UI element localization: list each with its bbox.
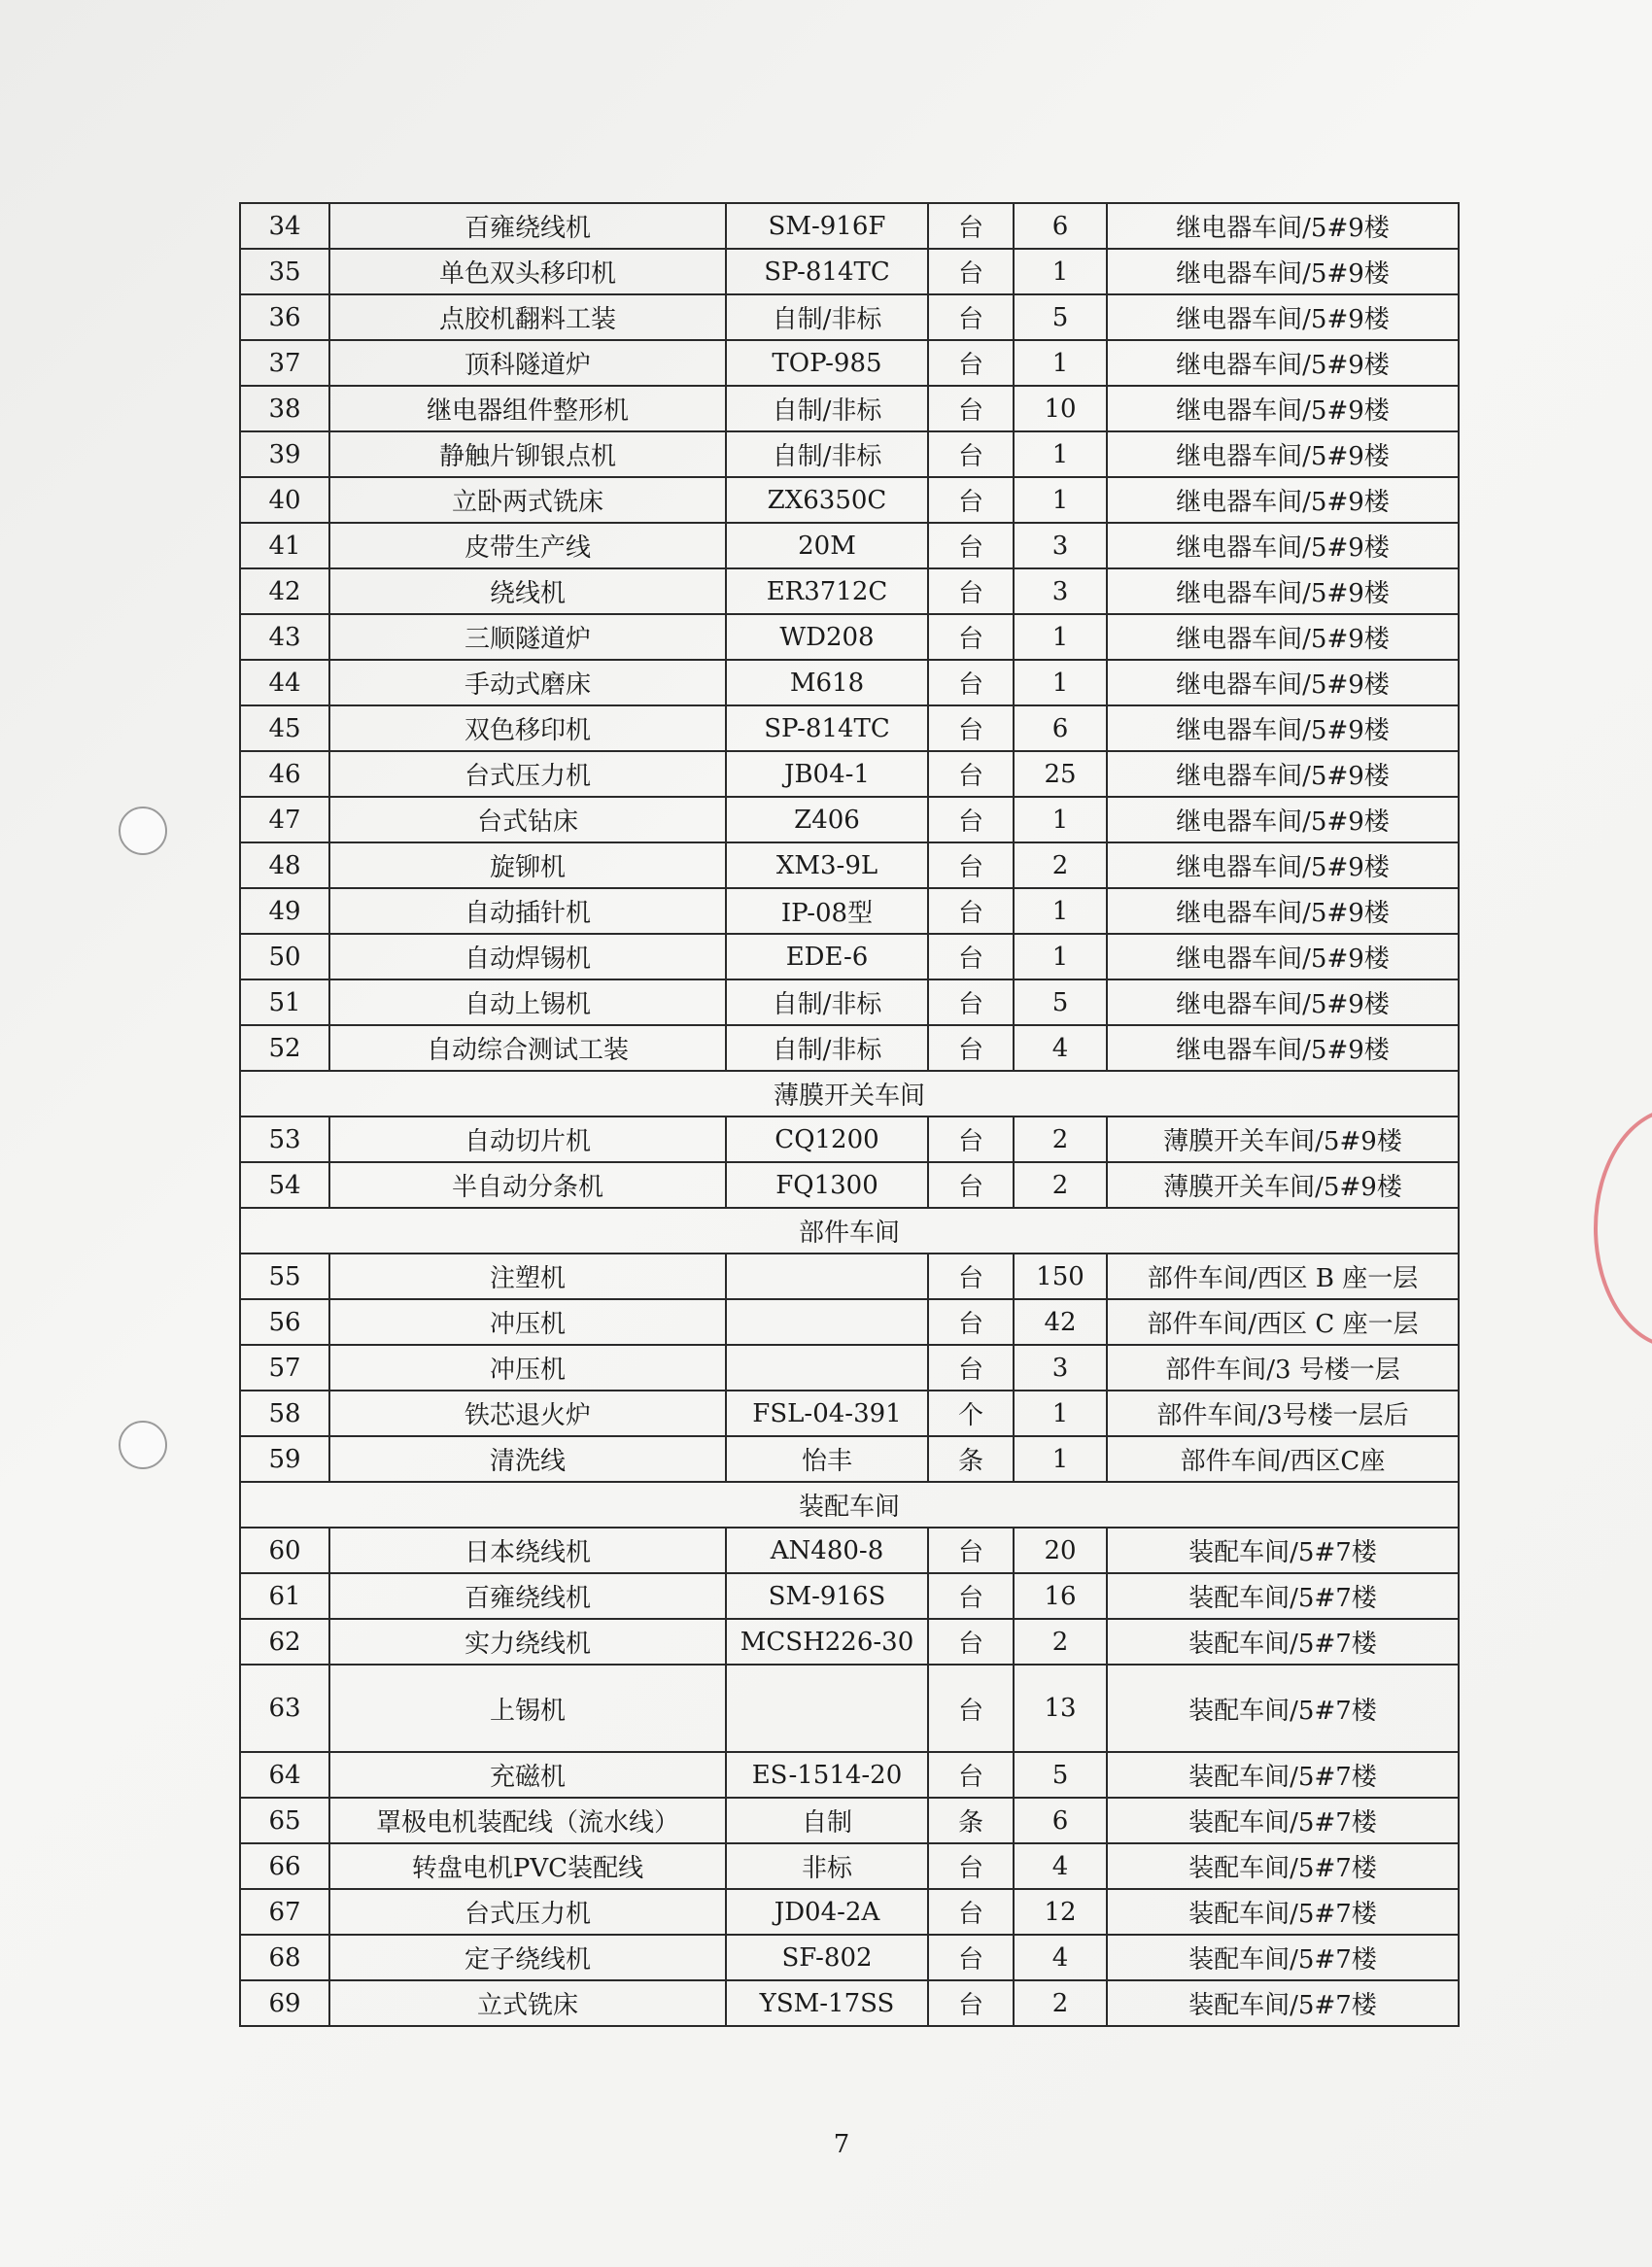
equipment-name: 定子绕线机	[329, 1935, 726, 1980]
unit: 台	[928, 431, 1014, 477]
location: 继电器车间/5#9楼	[1107, 979, 1459, 1025]
equipment-model: 自制/非标	[726, 979, 928, 1025]
location: 部件车间/西区C座	[1107, 1436, 1459, 1482]
equipment-name: 铁芯退火炉	[329, 1391, 726, 1436]
location: 装配车间/5#7楼	[1107, 1935, 1459, 1980]
equipment-name: 罩极电机装配线（流水线）	[329, 1798, 726, 1843]
row-number: 53	[240, 1116, 329, 1162]
unit: 台	[928, 340, 1014, 386]
table-row	[240, 1025, 1459, 1071]
quantity: 5	[1014, 979, 1107, 1025]
row-number: 67	[240, 1889, 329, 1935]
row-number: 59	[240, 1436, 329, 1482]
location: 继电器车间/5#9楼	[1107, 477, 1459, 523]
table-row	[240, 660, 1459, 705]
quantity: 3	[1014, 523, 1107, 568]
unit: 台	[928, 386, 1014, 431]
section-title: 部件车间	[240, 1208, 1459, 1254]
table-body	[240, 203, 1459, 2026]
equipment-name: 自动切片机	[329, 1116, 726, 1162]
equipment-name: 台式钻床	[329, 797, 726, 842]
quantity: 1	[1014, 431, 1107, 477]
location: 装配车间/5#7楼	[1107, 1752, 1459, 1798]
equipment-name: 充磁机	[329, 1752, 726, 1798]
row-number: 54	[240, 1162, 329, 1208]
equipment-name: 自动综合测试工装	[329, 1025, 726, 1071]
equipment-name: 双色移印机	[329, 705, 726, 751]
equipment-name: 转盘电机PVC装配线	[329, 1843, 726, 1889]
equipment-name: 继电器组件整形机	[329, 386, 726, 431]
page-number: 7	[833, 2130, 850, 2159]
location: 继电器车间/5#9楼	[1107, 249, 1459, 294]
equipment-model: FQ1300	[726, 1162, 928, 1208]
quantity: 1	[1014, 934, 1107, 979]
equipment-model: 自制/非标	[726, 1025, 928, 1071]
equipment-model: 自制/非标	[726, 431, 928, 477]
unit: 台	[928, 568, 1014, 614]
row-number: 60	[240, 1528, 329, 1573]
quantity: 1	[1014, 888, 1107, 934]
equipment-name: 百雍绕线机	[329, 203, 726, 249]
equipment-model: MCSH226-30	[726, 1619, 928, 1665]
unit: 台	[928, 660, 1014, 705]
table-row	[240, 1116, 1459, 1162]
table-row	[240, 934, 1459, 979]
unit: 台	[928, 203, 1014, 249]
unit: 台	[928, 842, 1014, 888]
table-row	[240, 1619, 1459, 1665]
quantity: 2	[1014, 1116, 1107, 1162]
equipment-name: 清洗线	[329, 1436, 726, 1482]
unit: 台	[928, 1935, 1014, 1980]
unit: 台	[928, 1025, 1014, 1071]
equipment-model: EDE-6	[726, 934, 928, 979]
table-row	[240, 1391, 1459, 1436]
row-number: 43	[240, 614, 329, 660]
table-row	[240, 1935, 1459, 1980]
quantity: 3	[1014, 568, 1107, 614]
equipment-model: FSL-04-391	[726, 1391, 928, 1436]
section-title: 薄膜开关车间	[240, 1071, 1459, 1116]
row-number: 58	[240, 1391, 329, 1436]
quantity: 1	[1014, 660, 1107, 705]
equipment-model: JD04-2A	[726, 1889, 928, 1935]
row-number: 38	[240, 386, 329, 431]
quantity: 42	[1014, 1299, 1107, 1345]
equipment-table	[239, 202, 1460, 2027]
unit: 台	[928, 705, 1014, 751]
row-number: 56	[240, 1299, 329, 1345]
unit: 台	[928, 797, 1014, 842]
table-row	[240, 614, 1459, 660]
location: 继电器车间/5#9楼	[1107, 1025, 1459, 1071]
table-row	[240, 888, 1459, 934]
quantity: 1	[1014, 1436, 1107, 1482]
unit: 个	[928, 1391, 1014, 1436]
location: 部件车间/3 号楼一层	[1107, 1345, 1459, 1391]
location: 装配车间/5#7楼	[1107, 1798, 1459, 1843]
equipment-model	[726, 1299, 928, 1345]
row-number: 66	[240, 1843, 329, 1889]
equipment-name: 台式压力机	[329, 1889, 726, 1935]
table-row	[240, 431, 1459, 477]
equipment-model: IP-08型	[726, 888, 928, 934]
quantity: 1	[1014, 340, 1107, 386]
row-number: 49	[240, 888, 329, 934]
quantity: 2	[1014, 1162, 1107, 1208]
location: 装配车间/5#7楼	[1107, 1889, 1459, 1935]
unit: 台	[928, 523, 1014, 568]
row-number: 61	[240, 1573, 329, 1619]
unit: 台	[928, 1619, 1014, 1665]
table-row	[240, 386, 1459, 431]
equipment-model: YSM-17SS	[726, 1980, 928, 2026]
unit: 台	[928, 1528, 1014, 1573]
equipment-name: 点胶机翻料工装	[329, 294, 726, 340]
location: 继电器车间/5#9楼	[1107, 431, 1459, 477]
quantity: 20	[1014, 1528, 1107, 1573]
row-number: 55	[240, 1254, 329, 1299]
equipment-model: 怡丰	[726, 1436, 928, 1482]
quantity: 3	[1014, 1345, 1107, 1391]
row-number: 63	[240, 1665, 329, 1752]
equipment-model: WD208	[726, 614, 928, 660]
unit: 台	[928, 1116, 1014, 1162]
quantity: 1	[1014, 477, 1107, 523]
location: 薄膜开关车间/5#9楼	[1107, 1162, 1459, 1208]
row-number: 57	[240, 1345, 329, 1391]
equipment-name: 自动插针机	[329, 888, 726, 934]
section-header-row	[240, 1071, 1459, 1116]
quantity: 150	[1014, 1254, 1107, 1299]
quantity: 25	[1014, 751, 1107, 797]
location: 装配车间/5#7楼	[1107, 1573, 1459, 1619]
equipment-name: 旋铆机	[329, 842, 726, 888]
equipment-name: 冲压机	[329, 1299, 726, 1345]
table-row	[240, 797, 1459, 842]
quantity: 13	[1014, 1665, 1107, 1752]
table-row	[240, 1436, 1459, 1482]
row-number: 62	[240, 1619, 329, 1665]
equipment-model: 20M	[726, 523, 928, 568]
equipment-name: 上锡机	[329, 1665, 726, 1752]
quantity: 1	[1014, 797, 1107, 842]
row-number: 69	[240, 1980, 329, 2026]
unit: 台	[928, 1843, 1014, 1889]
unit: 台	[928, 751, 1014, 797]
equipment-model: SF-802	[726, 1935, 928, 1980]
location: 继电器车间/5#9楼	[1107, 568, 1459, 614]
equipment-name: 注塑机	[329, 1254, 726, 1299]
quantity: 1	[1014, 1391, 1107, 1436]
quantity: 6	[1014, 203, 1107, 249]
equipment-model: JB04-1	[726, 751, 928, 797]
equipment-name: 静触片铆银点机	[329, 431, 726, 477]
equipment-model: 自制/非标	[726, 294, 928, 340]
equipment-model: SM-916S	[726, 1573, 928, 1619]
equipment-name: 绕线机	[329, 568, 726, 614]
table-row	[240, 1573, 1459, 1619]
location: 部件车间/西区 C 座一层	[1107, 1299, 1459, 1345]
section-header-row	[240, 1482, 1459, 1528]
unit: 条	[928, 1436, 1014, 1482]
row-number: 47	[240, 797, 329, 842]
equipment-name: 半自动分条机	[329, 1162, 726, 1208]
unit: 台	[928, 1254, 1014, 1299]
location: 装配车间/5#7楼	[1107, 1528, 1459, 1573]
unit: 台	[928, 477, 1014, 523]
row-number: 51	[240, 979, 329, 1025]
row-number: 64	[240, 1752, 329, 1798]
equipment-model: 自制/非标	[726, 386, 928, 431]
row-number: 35	[240, 249, 329, 294]
table-row	[240, 751, 1459, 797]
unit: 台	[928, 888, 1014, 934]
row-number: 52	[240, 1025, 329, 1071]
location: 继电器车间/5#9楼	[1107, 386, 1459, 431]
table-row	[240, 1752, 1459, 1798]
location: 继电器车间/5#9楼	[1107, 340, 1459, 386]
equipment-name: 单色双头移印机	[329, 249, 726, 294]
location: 装配车间/5#7楼	[1107, 1619, 1459, 1665]
section-title: 装配车间	[240, 1482, 1459, 1528]
table-row	[240, 1980, 1459, 2026]
quantity: 2	[1014, 1619, 1107, 1665]
location: 装配车间/5#7楼	[1107, 1665, 1459, 1752]
quantity: 16	[1014, 1573, 1107, 1619]
equipment-model: 自制	[726, 1798, 928, 1843]
quantity: 5	[1014, 1752, 1107, 1798]
equipment-name: 三顺隧道炉	[329, 614, 726, 660]
table-row	[240, 979, 1459, 1025]
row-number: 41	[240, 523, 329, 568]
equipment-model: ES-1514-20	[726, 1752, 928, 1798]
table-row	[240, 1889, 1459, 1935]
location: 继电器车间/5#9楼	[1107, 842, 1459, 888]
table-row	[240, 523, 1459, 568]
row-number: 36	[240, 294, 329, 340]
table-row	[240, 294, 1459, 340]
equipment-name: 冲压机	[329, 1345, 726, 1391]
quantity: 1	[1014, 249, 1107, 294]
location: 继电器车间/5#9楼	[1107, 751, 1459, 797]
table-row	[240, 1798, 1459, 1843]
quantity: 12	[1014, 1889, 1107, 1935]
equipment-model: SP-814TC	[726, 249, 928, 294]
row-number: 65	[240, 1798, 329, 1843]
equipment-name: 立卧两式铣床	[329, 477, 726, 523]
row-number: 48	[240, 842, 329, 888]
equipment-model: SP-814TC	[726, 705, 928, 751]
equipment-model: CQ1200	[726, 1116, 928, 1162]
location: 继电器车间/5#9楼	[1107, 614, 1459, 660]
equipment-model	[726, 1665, 928, 1752]
location: 薄膜开关车间/5#9楼	[1107, 1116, 1459, 1162]
row-number: 44	[240, 660, 329, 705]
unit: 台	[928, 1573, 1014, 1619]
quantity: 10	[1014, 386, 1107, 431]
table-row	[240, 249, 1459, 294]
row-number: 39	[240, 431, 329, 477]
equipment-model: TOP-985	[726, 340, 928, 386]
table-row	[240, 1345, 1459, 1391]
quantity: 6	[1014, 1798, 1107, 1843]
quantity: 6	[1014, 705, 1107, 751]
quantity: 1	[1014, 614, 1107, 660]
location: 继电器车间/5#9楼	[1107, 523, 1459, 568]
location: 继电器车间/5#9楼	[1107, 934, 1459, 979]
equipment-name: 自动焊锡机	[329, 934, 726, 979]
table-row	[240, 1528, 1459, 1573]
equipment-name: 手动式磨床	[329, 660, 726, 705]
unit: 台	[928, 1980, 1014, 2026]
row-number: 50	[240, 934, 329, 979]
table-row	[240, 842, 1459, 888]
unit: 条	[928, 1798, 1014, 1843]
equipment-name: 实力绕线机	[329, 1619, 726, 1665]
unit: 台	[928, 1889, 1014, 1935]
table-row	[240, 568, 1459, 614]
quantity: 2	[1014, 842, 1107, 888]
unit: 台	[928, 614, 1014, 660]
location: 继电器车间/5#9楼	[1107, 203, 1459, 249]
unit: 台	[928, 934, 1014, 979]
equipment-model: 非标	[726, 1843, 928, 1889]
punch-hole-top	[119, 807, 167, 855]
table-row	[240, 1843, 1459, 1889]
location: 继电器车间/5#9楼	[1107, 797, 1459, 842]
row-number: 45	[240, 705, 329, 751]
equipment-model: ZX6350C	[726, 477, 928, 523]
unit: 台	[928, 1752, 1014, 1798]
quantity: 4	[1014, 1843, 1107, 1889]
row-number: 68	[240, 1935, 329, 1980]
table-row	[240, 705, 1459, 751]
location: 部件车间/西区 B 座一层	[1107, 1254, 1459, 1299]
table-row	[240, 1162, 1459, 1208]
table-row	[240, 1299, 1459, 1345]
row-number: 46	[240, 751, 329, 797]
row-number: 42	[240, 568, 329, 614]
row-number: 40	[240, 477, 329, 523]
unit: 台	[928, 249, 1014, 294]
location: 继电器车间/5#9楼	[1107, 294, 1459, 340]
equipment-name: 自动上锡机	[329, 979, 726, 1025]
equipment-model	[726, 1345, 928, 1391]
row-number: 34	[240, 203, 329, 249]
table-row	[240, 1254, 1459, 1299]
unit: 台	[928, 1299, 1014, 1345]
section-header-row	[240, 1208, 1459, 1254]
unit: 台	[928, 1665, 1014, 1752]
location: 装配车间/5#7楼	[1107, 1843, 1459, 1889]
equipment-name: 顶科隧道炉	[329, 340, 726, 386]
table-row	[240, 203, 1459, 249]
table-row	[240, 340, 1459, 386]
location: 继电器车间/5#9楼	[1107, 888, 1459, 934]
unit: 台	[928, 979, 1014, 1025]
location: 继电器车间/5#9楼	[1107, 705, 1459, 751]
quantity: 4	[1014, 1025, 1107, 1071]
unit: 台	[928, 1345, 1014, 1391]
unit: 台	[928, 294, 1014, 340]
row-number: 37	[240, 340, 329, 386]
equipment-name: 台式压力机	[329, 751, 726, 797]
location: 部件车间/3号楼一层后	[1107, 1391, 1459, 1436]
equipment-model: SM-916F	[726, 203, 928, 249]
quantity: 5	[1014, 294, 1107, 340]
table-row	[240, 1665, 1459, 1752]
quantity: 2	[1014, 1980, 1107, 2026]
equipment-name: 皮带生产线	[329, 523, 726, 568]
location: 继电器车间/5#9楼	[1107, 660, 1459, 705]
equipment-name: 百雍绕线机	[329, 1573, 726, 1619]
equipment-model: AN480-8	[726, 1528, 928, 1573]
equipment-model: ER3712C	[726, 568, 928, 614]
equipment-model: M618	[726, 660, 928, 705]
punch-hole-bottom	[119, 1421, 167, 1469]
table-row	[240, 477, 1459, 523]
location: 装配车间/5#7楼	[1107, 1980, 1459, 2026]
unit: 台	[928, 1162, 1014, 1208]
equipment-model: Z406	[726, 797, 928, 842]
equipment-model	[726, 1254, 928, 1299]
equipment-name: 日本绕线机	[329, 1528, 726, 1573]
equipment-model: XM3-9L	[726, 842, 928, 888]
equipment-name: 立式铣床	[329, 1980, 726, 2026]
quantity: 4	[1014, 1935, 1107, 1980]
